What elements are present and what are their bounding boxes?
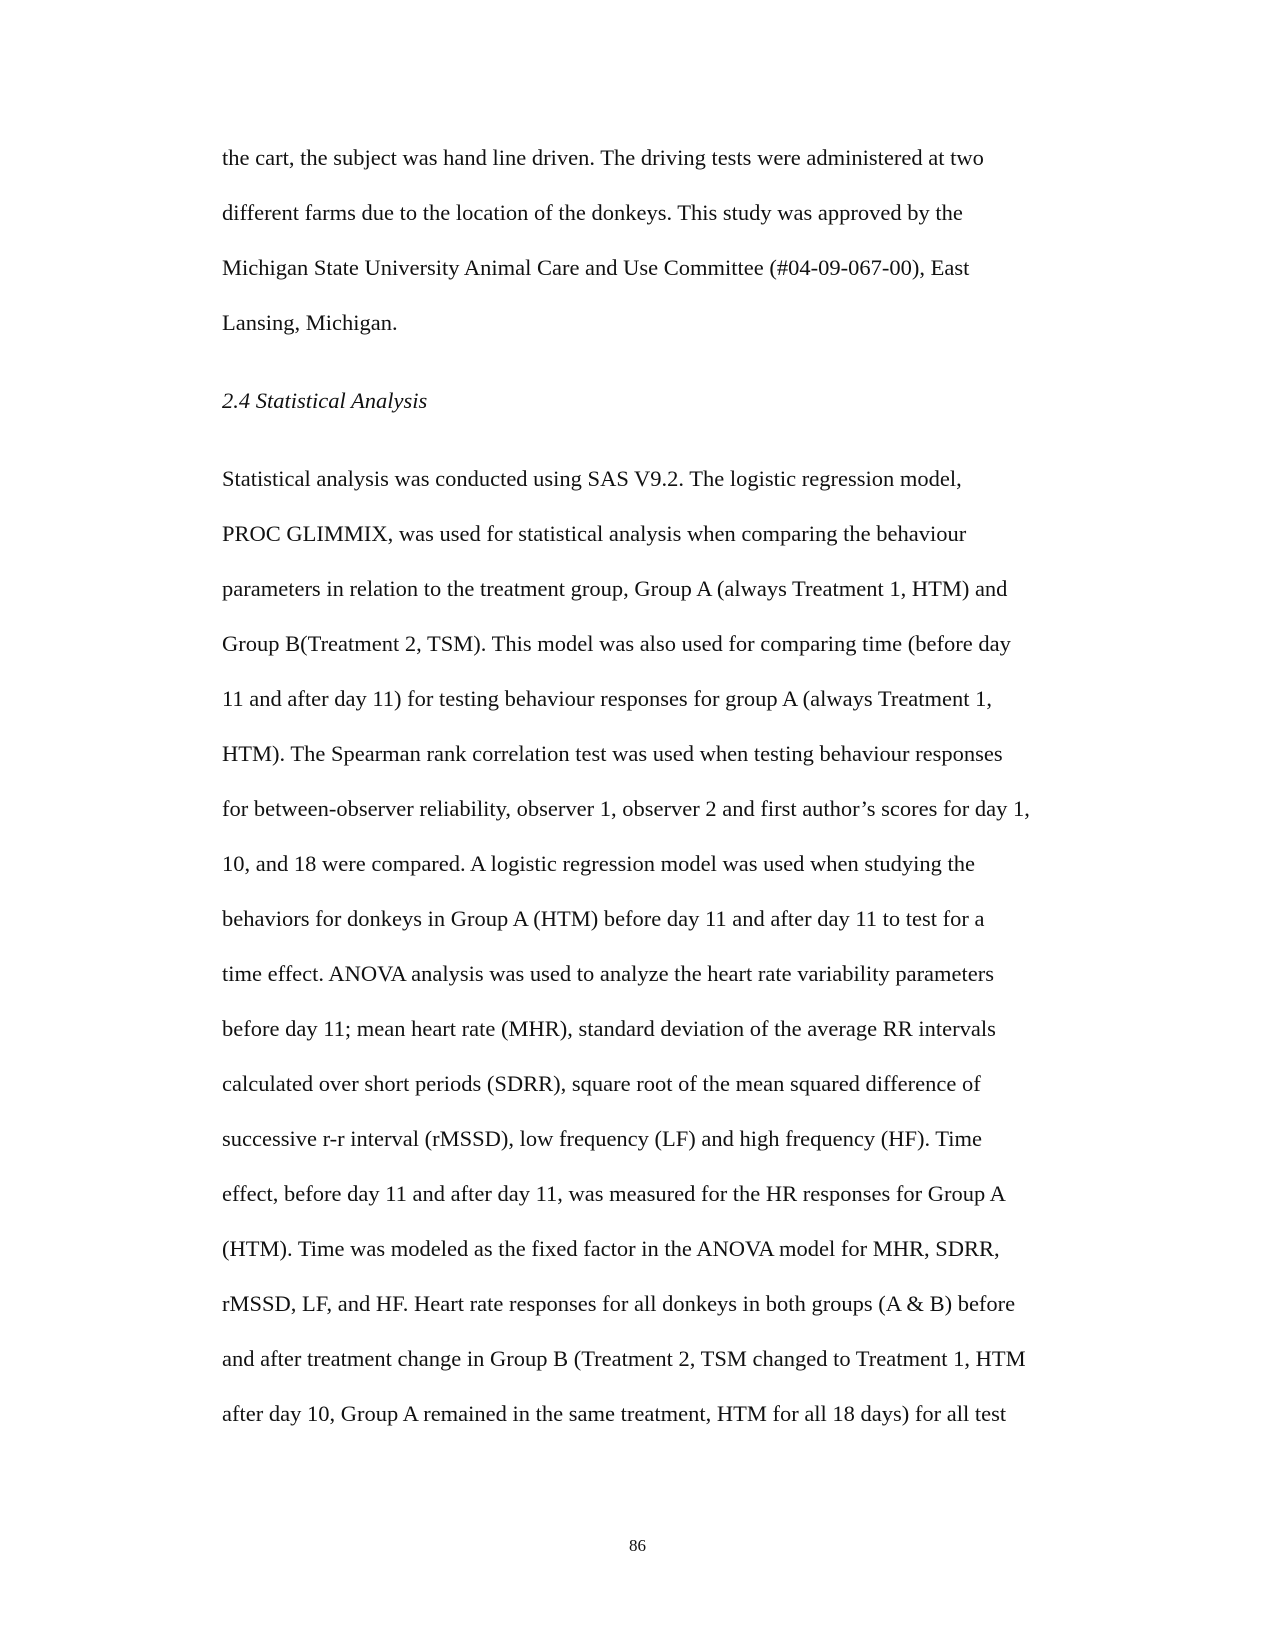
paragraph-1-line-3: Michigan State University Animal Care and Use Committee (#04-09-067-00), East [222, 255, 970, 280]
paragraph-2-line-4: Group B(Treatment 2, TSM). This model was also used for comparing time (before day [222, 631, 1011, 656]
paragraph-2-line-7: for between-observer reliability, observer 1, observer 2 and first author’s scores for day 1, [222, 796, 1030, 821]
paragraph-2-line-2: PROC GLIMMIX, was used for statistical analysis when comparing the behaviour [222, 521, 967, 546]
paragraph-2-line-18: after day 10, Group A remained in the same treatment, HTM for all 18 days) for all test [222, 1401, 1007, 1426]
paragraph-2-line-16: rMSSD, LF, and HF. Heart rate responses for all donkeys in both groups (A & B) before [222, 1291, 1016, 1316]
paragraph-2-line-8: 10, and 18 were compared. A logistic regression model was used when studying the [222, 851, 975, 876]
paragraph-2-line-3: parameters in relation to the treatment group, Group A (always Treatment 1, HTM) and [222, 576, 1008, 601]
paragraph-2-line-10: time effect. ANOVA analysis was used to analyze the heart rate variability parameters [222, 961, 995, 986]
paragraph-2-line-15: (HTM). Time was modeled as the fixed factor in the ANOVA model for MHR, SDRR, [222, 1236, 1000, 1261]
paragraph-2-line-9: behaviors for donkeys in Group A (HTM) before day 11 and after day 11 to test for a [222, 906, 985, 931]
page-number: 86 [629, 1536, 646, 1555]
paragraph-2-line-6: HTM). The Spearman rank correlation test was used when testing behaviour responses [222, 741, 1003, 766]
section-heading: 2.4 Statistical Analysis [222, 388, 428, 413]
paragraph-2-line-1: Statistical analysis was conducted using SAS V9.2. The logistic regression model, [222, 466, 962, 491]
paragraph-1-line-2: different farms due to the location of the donkeys. This study was approved by the [222, 200, 963, 225]
paragraph-2-line-5: 11 and after day 11) for testing behaviour responses for group A (always Treatment 1, [222, 686, 993, 711]
paragraph-2-line-12: calculated over short periods (SDRR), square root of the mean squared difference of [222, 1071, 981, 1096]
paragraph-2-line-17: and after treatment change in Group B (Treatment 2, TSM changed to Treatment 1, HTM [222, 1346, 1026, 1371]
paragraph-1-line-1: the cart, the subject was hand line driven. The driving tests were administered at two [222, 145, 984, 170]
paragraph-2-line-14: effect, before day 11 and after day 11, was measured for the HR responses for Group A [222, 1181, 1006, 1206]
paragraph-1-line-4: Lansing, Michigan. [222, 310, 398, 335]
paragraph-2-line-11: before day 11; mean heart rate (MHR), standard deviation of the average RR intervals [222, 1016, 996, 1041]
paragraph-2-line-13: successive r-r interval (rMSSD), low frequency (LF) and high frequency (HF). Time [222, 1126, 983, 1151]
